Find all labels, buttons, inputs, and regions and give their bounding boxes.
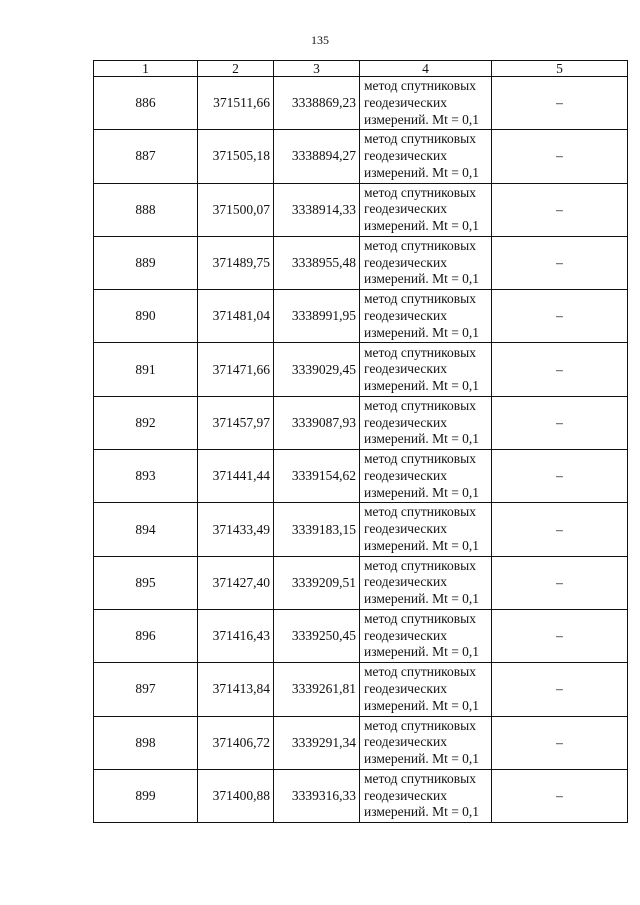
y-coordinate-cell: 3339316,33 [274,769,360,822]
method-text-line: метод спутниковых [364,451,476,467]
method-text-line: метод спутниковых [364,664,476,680]
method-text-line: измерений. Mt = 0,1 [364,324,480,340]
point-number-cell: 890 [94,290,198,343]
x-coordinate-cell: 371457,97 [198,396,274,449]
method-cell [360,183,492,236]
table-row [94,450,628,503]
note-cell: – [492,609,628,662]
method-text-line: геодезических [364,627,447,643]
table-row [94,609,628,662]
table-row [94,77,628,130]
method-cell [360,343,492,396]
method-text-line: метод спутниковых [364,397,476,413]
x-coordinate-cell: 371505,18 [198,130,274,183]
method-cell [360,130,492,183]
note-cell: – [492,556,628,609]
method-text-line: метод спутниковых [364,770,476,786]
header-cell-point: 1 [94,61,198,77]
table-header-row [94,61,628,77]
table-row [94,396,628,449]
method-text-line: геодезических [364,201,447,217]
method-text-line: измерений. Mt = 0,1 [364,644,480,660]
method-text-line: измерений. Mt = 0,1 [364,377,480,393]
method-cell [360,609,492,662]
y-coordinate-cell: 3339209,51 [274,556,360,609]
method-text-line: метод спутниковых [364,131,476,147]
table-row [94,130,628,183]
point-number-cell: 892 [94,396,198,449]
x-coordinate-cell: 371416,43 [198,609,274,662]
method-text-line: геодезических [364,787,447,803]
note-cell: – [492,450,628,503]
y-coordinate-cell: 3338869,23 [274,77,360,130]
x-coordinate-cell: 371400,88 [198,769,274,822]
method-text-line: метод спутниковых [364,184,476,200]
point-number-cell: 895 [94,556,198,609]
method-text-line: геодезических [364,307,447,323]
note-cell: – [492,503,628,556]
method-text-line: метод спутниковых [364,557,476,573]
point-number-cell: 889 [94,236,198,289]
method-text-line: измерений. Mt = 0,1 [364,431,480,447]
method-text-line: геодезических [364,361,447,377]
y-coordinate-cell: 3338955,48 [274,236,360,289]
method-text-line: геодезических [364,414,447,430]
note-cell: – [492,236,628,289]
x-coordinate-cell: 371481,04 [198,290,274,343]
method-text-line: измерений. Mt = 0,1 [364,804,480,820]
table-row [94,769,628,822]
method-text-line: измерений. Mt = 0,1 [364,697,480,713]
note-cell: – [492,343,628,396]
y-coordinate-cell: 3338914,33 [274,183,360,236]
method-text-line: геодезических [364,734,447,750]
point-number-cell: 888 [94,183,198,236]
point-number-cell: 898 [94,716,198,769]
point-number-cell: 897 [94,663,198,716]
note-cell: – [492,290,628,343]
method-text-line: геодезических [364,254,447,270]
method-text-line: измерений. Mt = 0,1 [364,484,480,500]
method-text-line: измерений. Mt = 0,1 [364,271,480,287]
method-text-line: измерений. Mt = 0,1 [364,591,480,607]
method-text-line: измерений. Mt = 0,1 [364,751,480,767]
header-cell-x: 2 [198,61,274,77]
y-coordinate-cell: 3339291,34 [274,716,360,769]
x-coordinate-cell: 371471,66 [198,343,274,396]
table-row [94,183,628,236]
table-row [94,503,628,556]
method-text-line: геодезических [364,94,447,110]
point-number-cell: 896 [94,609,198,662]
y-coordinate-cell: 3338991,95 [274,290,360,343]
y-coordinate-cell: 3338894,27 [274,130,360,183]
table-row [94,343,628,396]
method-cell [360,663,492,716]
x-coordinate-cell: 371489,75 [198,236,274,289]
method-text-line: метод спутниковых [364,611,476,627]
table-row [94,236,628,289]
coordinates-table [93,60,628,823]
note-cell: – [492,663,628,716]
page-number: 135 [311,33,329,47]
method-cell [360,450,492,503]
note-cell: – [492,77,628,130]
method-text-line: геодезических [364,521,447,537]
point-number-cell: 886 [94,77,198,130]
method-text-line: метод спутниковых [364,504,476,520]
method-text-line: измерений. Mt = 0,1 [364,111,480,127]
x-coordinate-cell: 371427,40 [198,556,274,609]
table-body [94,77,628,823]
x-coordinate-cell: 371500,07 [198,183,274,236]
method-text-line: измерений. Mt = 0,1 [364,537,480,553]
y-coordinate-cell: 3339183,15 [274,503,360,556]
note-cell: – [492,769,628,822]
x-coordinate-cell: 371441,44 [198,450,274,503]
method-text-line: метод спутниковых [364,344,476,360]
note-cell: – [492,396,628,449]
point-number-cell: 893 [94,450,198,503]
note-cell: – [492,130,628,183]
header-cell-note: 5 [492,61,628,77]
y-coordinate-cell: 3339250,45 [274,609,360,662]
point-number-cell: 899 [94,769,198,822]
method-cell [360,503,492,556]
method-text-line: метод спутниковых [364,291,476,307]
point-number-cell: 894 [94,503,198,556]
method-text-line: метод спутниковых [364,237,476,253]
note-cell: – [492,183,628,236]
y-coordinate-cell: 3339154,62 [274,450,360,503]
x-coordinate-cell: 371511,66 [198,77,274,130]
method-text-line: геодезических [364,574,447,590]
method-cell [360,396,492,449]
method-text-line: геодезических [364,681,447,697]
note-cell: – [492,716,628,769]
method-text-line: геодезических [364,148,447,164]
point-number-cell: 887 [94,130,198,183]
method-cell [360,236,492,289]
method-cell [360,77,492,130]
method-cell [360,769,492,822]
x-coordinate-cell: 371406,72 [198,716,274,769]
x-coordinate-cell: 371413,84 [198,663,274,716]
method-text-line: метод спутниковых [364,717,476,733]
method-cell [360,290,492,343]
header-cell-method: 4 [360,61,492,77]
method-cell [360,556,492,609]
table-row [94,556,628,609]
point-number-cell: 891 [94,343,198,396]
method-text-line: измерений. Mt = 0,1 [364,218,480,234]
y-coordinate-cell: 3339261,81 [274,663,360,716]
table-row [94,290,628,343]
y-coordinate-cell: 3339087,93 [274,396,360,449]
table-row [94,716,628,769]
table-row [94,663,628,716]
method-text-line: геодезических [364,467,447,483]
method-cell [360,716,492,769]
method-text-line: измерений. Mt = 0,1 [364,164,480,180]
method-text-line: метод спутниковых [364,78,476,94]
x-coordinate-cell: 371433,49 [198,503,274,556]
y-coordinate-cell: 3339029,45 [274,343,360,396]
header-cell-y: 3 [274,61,360,77]
